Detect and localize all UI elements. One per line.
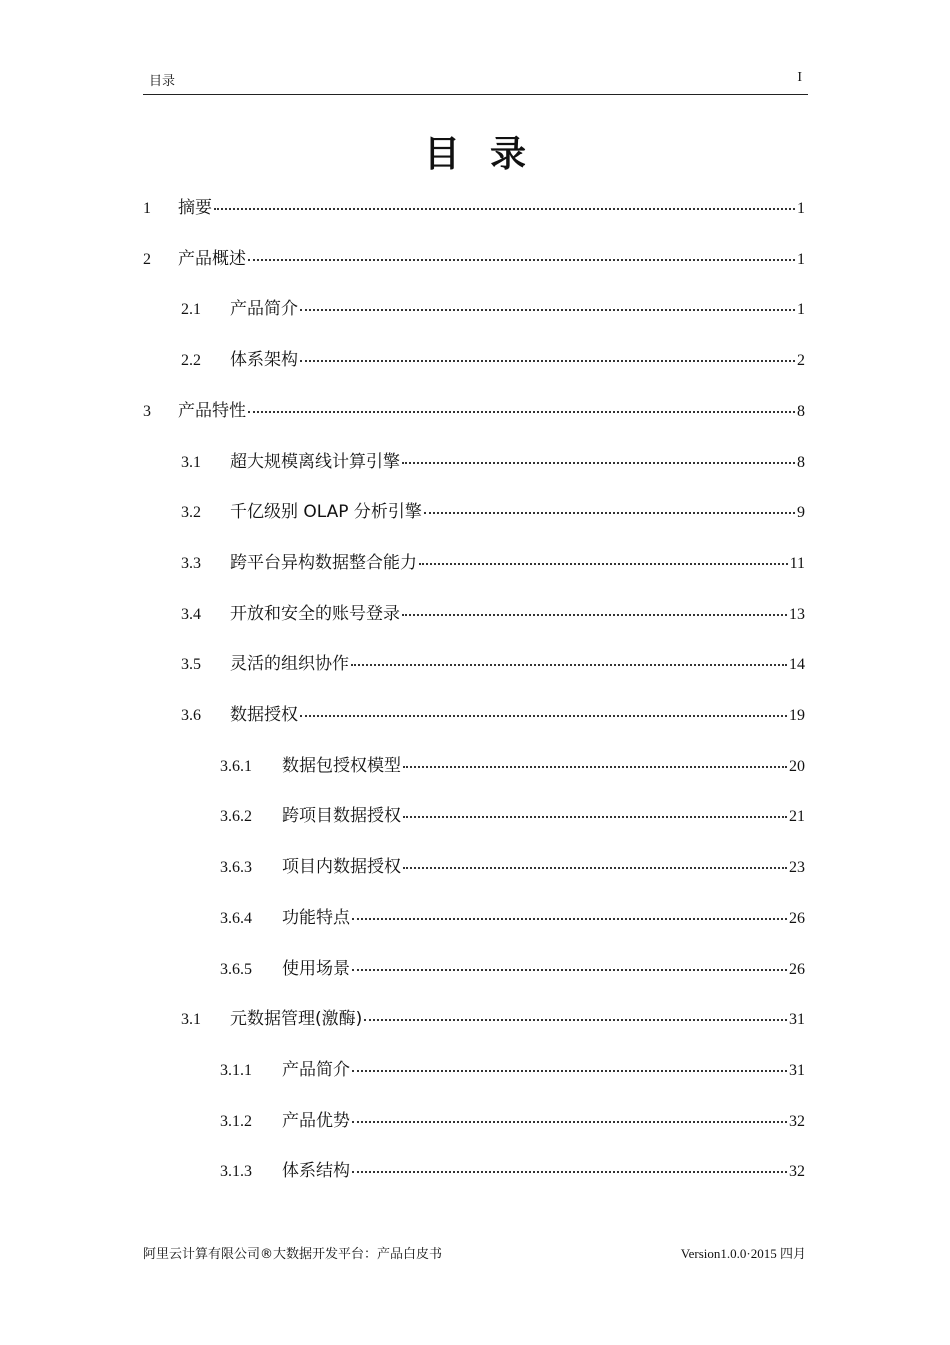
toc-entry[interactable] — [181, 602, 805, 626]
toc-entry-number: 3.1.2 — [220, 1113, 252, 1130]
toc-entry[interactable] — [143, 247, 805, 271]
toc-entry[interactable] — [220, 855, 805, 879]
toc-dot-leader — [352, 969, 787, 971]
toc-dot-leader — [351, 664, 787, 666]
toc-entry[interactable] — [181, 297, 805, 321]
toc-entry-label: 千亿级别 OLAP 分析引擎 — [230, 502, 422, 522]
toc-dot-leader — [424, 512, 795, 514]
toc-entry-number: 3 — [143, 403, 151, 420]
toc-entry-number: 3.1 — [181, 454, 201, 471]
toc-entry[interactable] — [181, 551, 805, 575]
toc-entry-number: 2.2 — [181, 352, 201, 369]
toc-entry-page-number: 20 — [789, 758, 805, 775]
toc-entry-number: 3.1.1 — [220, 1062, 252, 1079]
toc-entry-label: 使用场景 — [282, 959, 350, 979]
toc-entry-page-number: 9 — [797, 504, 805, 521]
toc-entry-number: 2.1 — [181, 301, 201, 318]
toc-dot-leader — [352, 1171, 787, 1173]
toc-entry[interactable] — [181, 1007, 805, 1031]
toc-entry-number: 3.6.4 — [220, 910, 252, 927]
toc-entry-label: 元数据管理(激酶) — [230, 1009, 363, 1029]
footer-company-doc: 阿里云计算有限公司®大数据开发平台：产品白皮书 — [143, 1247, 443, 1262]
toc-entry-label: 灵活的组织协作 — [230, 654, 349, 674]
toc-dot-leader — [300, 309, 795, 311]
toc-entry-label: 产品简介 — [282, 1060, 350, 1080]
toc-dot-leader — [402, 462, 795, 464]
toc-entry-page-number: 32 — [789, 1163, 805, 1180]
toc-entry-page-number: 31 — [789, 1011, 805, 1028]
toc-entry[interactable] — [181, 500, 805, 524]
toc-dot-leader — [300, 360, 795, 362]
toc-entry[interactable] — [143, 399, 805, 423]
toc-entry-label: 体系架构 — [230, 350, 298, 370]
header-page-number: I — [797, 70, 802, 85]
toc-entry[interactable] — [220, 1159, 805, 1183]
toc-dot-leader — [419, 563, 788, 565]
toc-entry[interactable] — [181, 450, 805, 474]
toc-entry[interactable] — [181, 348, 805, 372]
toc-entry-label: 超大规模离线计算引擎 — [230, 452, 400, 472]
toc-entry-label: 跨平台异构数据整合能力 — [230, 553, 417, 573]
toc-entry-number: 3.1.3 — [220, 1163, 252, 1180]
toc-dot-leader — [403, 816, 787, 818]
toc-entry-number: 3.5 — [181, 656, 201, 673]
toc-entry[interactable] — [220, 754, 805, 778]
toc-dot-leader — [352, 1121, 787, 1123]
toc-entry-page-number: 1 — [797, 301, 805, 318]
toc-entry-page-number: 11 — [789, 555, 805, 572]
toc-dot-leader — [248, 411, 795, 413]
toc-title: 目录 — [423, 134, 556, 175]
toc-entry[interactable] — [220, 804, 805, 828]
toc-entry-page-number: 1 — [797, 200, 805, 217]
running-footer — [143, 1243, 808, 1263]
toc-entry[interactable] — [220, 906, 805, 930]
toc-entry-number: 3.3 — [181, 555, 201, 572]
toc-dot-leader — [402, 614, 787, 616]
running-header — [143, 68, 808, 95]
toc-entry-label: 跨项目数据授权 — [282, 806, 401, 826]
toc-entry-number: 3.2 — [181, 504, 201, 521]
toc-dot-leader — [352, 1070, 787, 1072]
toc-dot-leader — [403, 867, 787, 869]
toc-entry[interactable] — [181, 703, 805, 727]
toc-entry-page-number: 21 — [789, 808, 805, 825]
toc-dot-leader — [403, 766, 787, 768]
toc-entry-label: 开放和安全的账号登录 — [230, 604, 400, 624]
toc-dot-leader — [248, 259, 795, 261]
toc-entry-page-number: 2 — [797, 352, 805, 369]
toc-entry-number: 3.1 — [181, 1011, 201, 1028]
toc-entry-number: 3.6 — [181, 707, 201, 724]
toc-entry-number: 3.6.2 — [220, 808, 252, 825]
toc-entry-page-number: 19 — [789, 707, 805, 724]
toc-entry[interactable] — [220, 957, 805, 981]
toc-entry[interactable] — [220, 1109, 805, 1133]
toc-entry[interactable] — [220, 1058, 805, 1082]
toc-entry-page-number: 31 — [789, 1062, 805, 1079]
toc-dot-leader — [300, 715, 787, 717]
toc-entry-page-number: 14 — [789, 656, 805, 673]
toc-entry-number: 3.6.3 — [220, 859, 252, 876]
toc-entry[interactable] — [181, 652, 805, 676]
toc-entry[interactable] — [143, 196, 805, 220]
toc-entry-page-number: 8 — [797, 454, 805, 471]
toc-entry-number: 1 — [143, 200, 151, 217]
toc-entry-label: 项目内数据授权 — [282, 857, 401, 877]
toc-entry-page-number: 23 — [789, 859, 805, 876]
toc-entry-page-number: 26 — [789, 961, 805, 978]
toc-entry-page-number: 8 — [797, 403, 805, 420]
toc-entry-label: 产品概述 — [178, 249, 246, 269]
toc-entry-page-number: 1 — [797, 251, 805, 268]
footer-version: Version1.0.0·2015 四月 — [680, 1246, 806, 1261]
toc-entry-label: 数据授权 — [230, 705, 298, 725]
toc-entry-label: 功能特点 — [282, 908, 350, 928]
toc-entry-label: 产品简介 — [230, 299, 298, 319]
toc-entry-page-number: 13 — [789, 606, 805, 623]
toc-entry-page-number: 32 — [789, 1113, 805, 1130]
toc-entry-number: 2 — [143, 251, 151, 268]
toc-entry-number: 3.6.1 — [220, 758, 252, 775]
header-section-title: 目录 — [149, 74, 176, 89]
toc-entry-label: 摘要 — [178, 198, 212, 218]
toc-entry-number: 3.4 — [181, 606, 201, 623]
toc-entry-label: 产品优势 — [282, 1111, 350, 1131]
toc-entry-label: 产品特性 — [178, 401, 246, 421]
toc-entry-number: 3.6.5 — [220, 961, 252, 978]
toc-entry-page-number: 26 — [789, 910, 805, 927]
toc-dot-leader — [352, 918, 787, 920]
toc-entry-label: 体系结构 — [282, 1161, 350, 1181]
toc-entry-label: 数据包授权模型 — [282, 756, 401, 776]
toc-dot-leader — [364, 1019, 787, 1021]
toc-dot-leader — [214, 208, 795, 210]
